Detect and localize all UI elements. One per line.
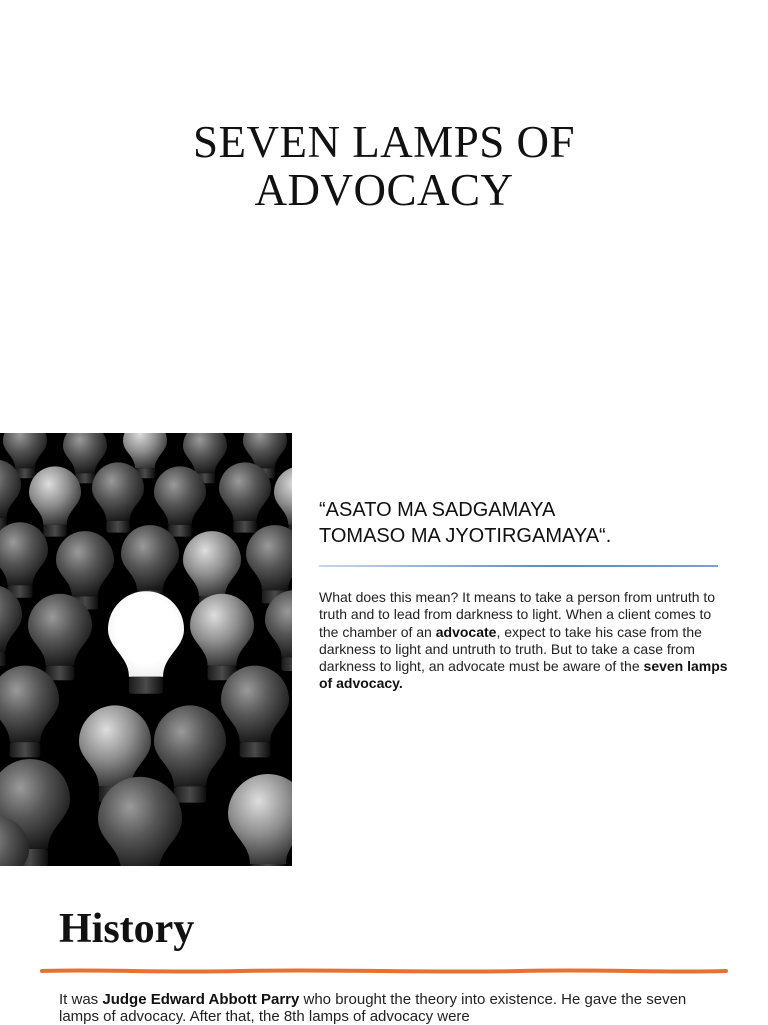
quote-line-2: TOMASO MA JYOTIRGAMAYA“. bbox=[319, 525, 612, 547]
intro-paragraph: What does this mean? It means to take a person from untruth to truth and to lead from darkness to light. When a client comes to the chamber of an advocate, expect to take his case from the darkness to light and untruth to truth. But to take a case from darkness to light, an advocate must be aware of the seven lamps of advocacy. bbox=[319, 589, 728, 692]
quote-line-1: “ASATO MA SADGAMAYA bbox=[319, 499, 556, 521]
page-title bbox=[0, 118, 768, 214]
quote-divider bbox=[319, 565, 718, 567]
judge-name: Judge Edward Abbott Parry bbox=[102, 991, 300, 1008]
light-bulbs-icon bbox=[0, 433, 292, 866]
sanskrit-quote bbox=[319, 497, 739, 549]
light-bulbs-image bbox=[0, 433, 292, 866]
advocate-term: advocate bbox=[435, 623, 497, 640]
history-heading: History bbox=[59, 906, 195, 952]
title-line-2: ADVOCACY bbox=[254, 165, 514, 215]
title-line-1: SEVEN LAMPS OF bbox=[192, 117, 576, 167]
seven-lamps-term: seven lamps of advocacy. bbox=[319, 658, 728, 692]
history-paragraph: It was Judge Edward Abbott Parry who brought the theory into existence. He gave the seven lamps of advocacy. After that, the 8th lamps of advocacy were bbox=[59, 991, 687, 1025]
history-divider bbox=[40, 966, 728, 976]
